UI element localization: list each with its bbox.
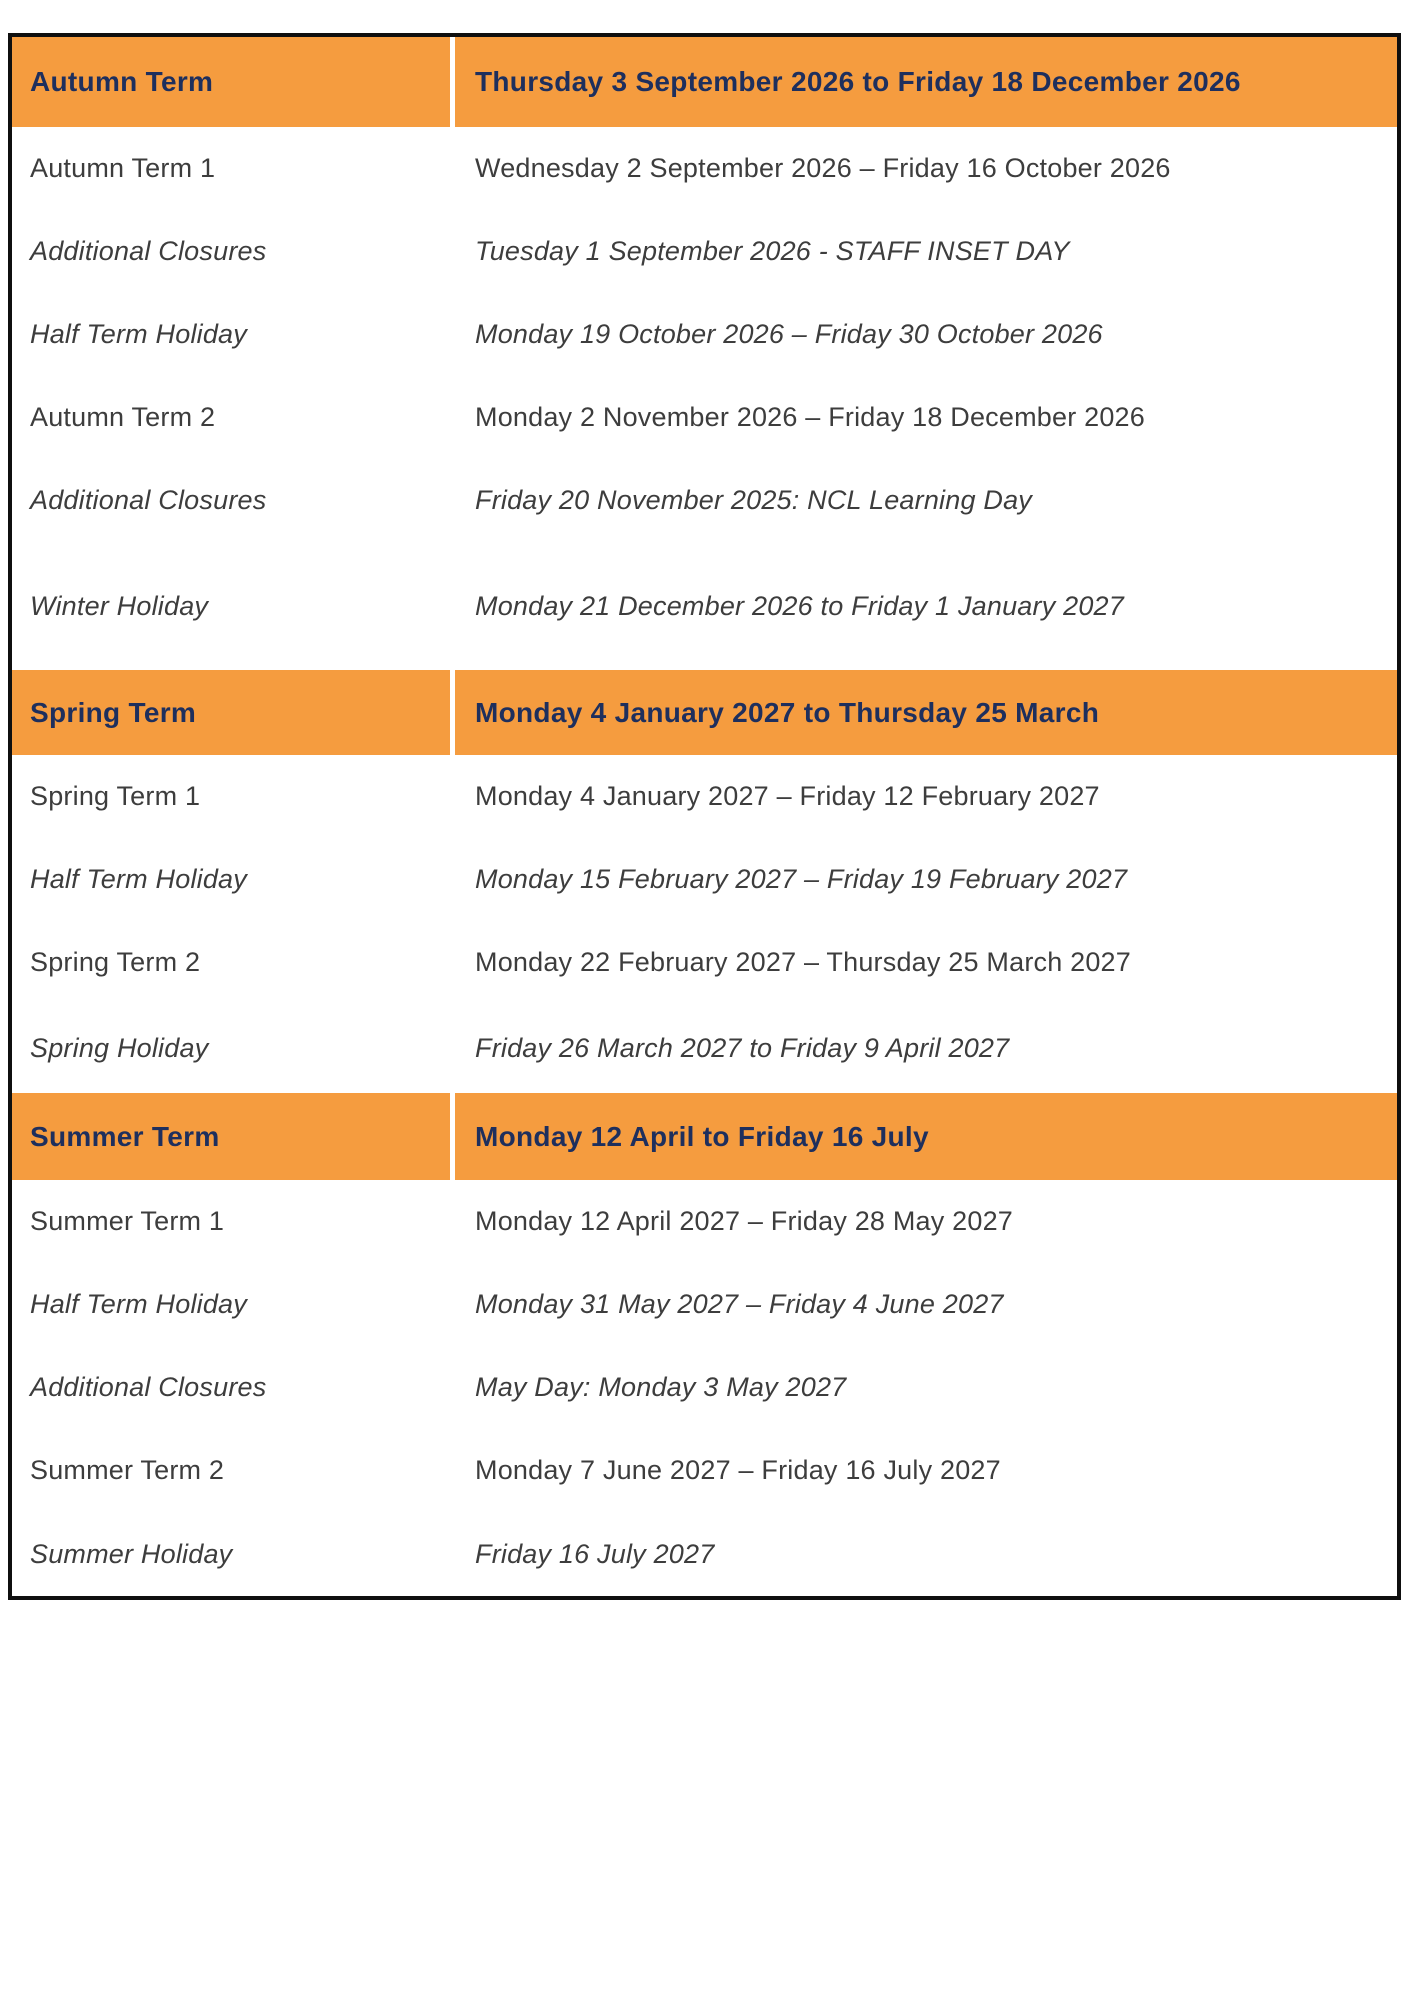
row-value: Monday 4 January 2027 – Friday 12 February 2027 (475, 781, 1100, 811)
row-value: Friday 26 March 2027 to Friday 9 April 2027 (475, 1033, 1010, 1063)
term-name: Spring Term (30, 696, 197, 728)
table-row (12, 1263, 1397, 1346)
table-row (12, 542, 1397, 670)
row-value: Monday 22 February 2027 – Thursday 25 March 2027 (475, 947, 1131, 977)
row-value: Monday 21 December 2026 to Friday 1 January 2027 (475, 590, 1124, 621)
row-value: Tuesday 1 September 2026 - STAFF INSET DAY (475, 236, 1070, 266)
row-value: Monday 31 May 2027 – Friday 4 June 2027 (475, 1289, 1004, 1319)
row-label: Autumn Term 2 (30, 402, 216, 432)
row-value: Monday 7 June 2027 – Friday 16 July 2027 (475, 1455, 1001, 1485)
row-label: Additional Closures (30, 236, 267, 266)
table-row (12, 921, 1397, 1004)
table-row (12, 1004, 1397, 1093)
term-name: Autumn Term (30, 66, 214, 97)
row-label: Summer Term 2 (30, 1455, 225, 1485)
term-header-row-spring (12, 670, 1397, 755)
term-header-row-autumn (12, 37, 1397, 127)
term-range: Monday 12 April to Friday 16 July (475, 1120, 929, 1152)
row-label: Winter Holiday (30, 590, 209, 621)
term-header-cell (12, 670, 450, 755)
table-row (12, 293, 1397, 376)
row-value: Friday 20 November 2025: NCL Learning Day (475, 485, 1032, 515)
row-label: Half Term Holiday (30, 864, 247, 894)
term-range: Thursday 3 September 2026 to Friday 18 December 2026 (475, 66, 1241, 97)
table-row (12, 1180, 1397, 1263)
row-label: Additional Closures (30, 485, 267, 515)
row-label: Spring Holiday (30, 1033, 209, 1063)
table-row (12, 1429, 1397, 1512)
term-header-row-summer (12, 1093, 1397, 1180)
term-range-cell (455, 37, 1397, 127)
row-value: Monday 19 October 2026 – Friday 30 October 2026 (475, 319, 1103, 349)
row-value: Monday 15 February 2027 – Friday 19 February 2027 (475, 864, 1128, 894)
table-row (12, 1512, 1397, 1596)
term-name: Summer Term (30, 1120, 220, 1152)
row-value: Wednesday 2 September 2026 – Friday 16 October 2026 (475, 153, 1171, 183)
row-value: Monday 2 November 2026 – Friday 18 December 2026 (475, 402, 1145, 432)
table-row (12, 1346, 1397, 1429)
table-row (12, 838, 1397, 921)
row-value: May Day: Monday 3 May 2027 (475, 1372, 847, 1402)
term-range-cell (455, 670, 1397, 755)
row-label: Half Term Holiday (30, 1289, 247, 1319)
row-label: Summer Holiday (30, 1538, 233, 1569)
table-row (12, 376, 1397, 459)
term-range-cell (455, 1093, 1397, 1180)
term-dates-table (8, 33, 1401, 1600)
table-row (12, 459, 1397, 542)
term-range: Monday 4 January 2027 to Thursday 25 March (475, 696, 1100, 728)
table-row (12, 210, 1397, 293)
row-value: Monday 12 April 2027 – Friday 28 May 2027 (475, 1206, 1014, 1236)
term-header-cell (12, 37, 450, 127)
row-label: Additional Closures (30, 1372, 267, 1402)
table-row (12, 127, 1397, 210)
row-label: Spring Term 1 (30, 781, 201, 811)
row-label: Summer Term 1 (30, 1206, 225, 1236)
row-label: Spring Term 2 (30, 947, 201, 977)
row-label: Autumn Term 1 (30, 153, 216, 183)
row-value: Friday 16 July 2027 (475, 1538, 715, 1569)
row-label: Half Term Holiday (30, 319, 247, 349)
term-header-cell (12, 1093, 450, 1180)
table-row (12, 755, 1397, 838)
